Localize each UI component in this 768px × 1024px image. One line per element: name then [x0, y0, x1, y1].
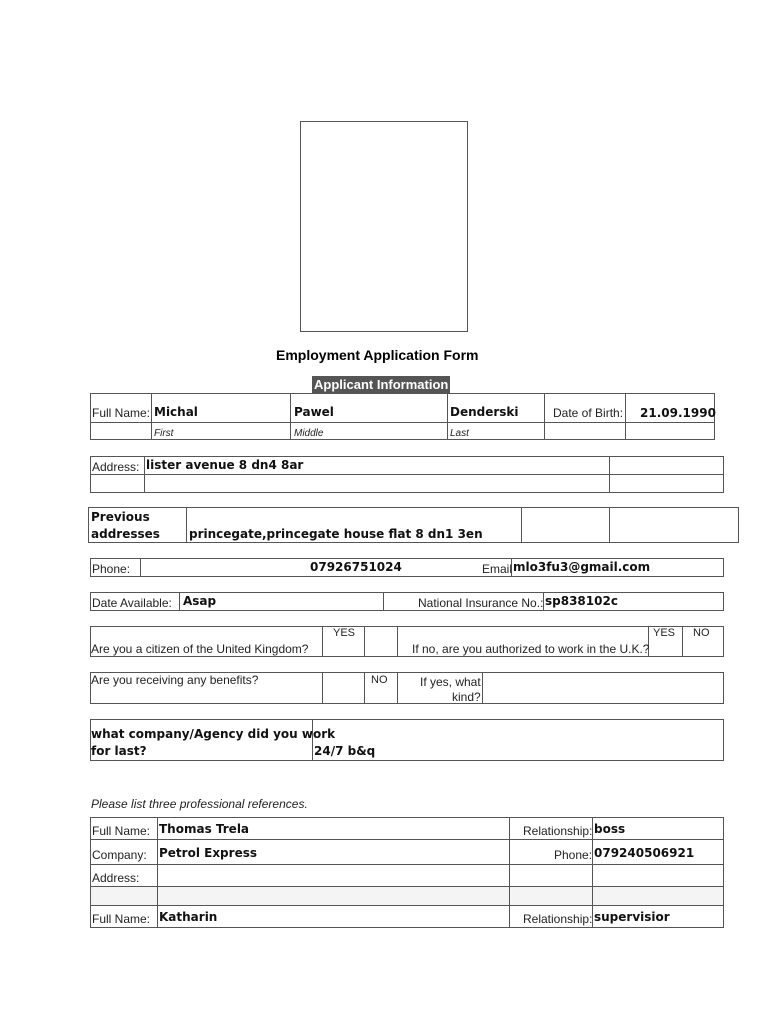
ref1-relationship-label: Relationship: — [523, 824, 593, 838]
authorized-question: If no, are you authorized to work in the U.K.? — [412, 642, 650, 656]
previous-label-1: Previous — [91, 510, 150, 524]
ref2-name-label: Full Name: — [92, 912, 151, 926]
address-col1 — [144, 456, 145, 493]
benefits-kind-line1: If yes, what — [420, 675, 481, 689]
ref-spacer-shade — [91, 887, 723, 905]
ref1-name-label: Full Name: — [92, 824, 151, 838]
phone-label: Phone: — [92, 562, 131, 576]
ni-value[interactable]: sp838102c — [545, 594, 618, 608]
ref1-company-label: Company: — [92, 848, 147, 862]
benefits-question: Are you receiving any benefits? — [91, 673, 259, 687]
references-intro: Please list three professional references. — [91, 797, 308, 811]
last-company-value[interactable]: 24/7 b&q — [314, 744, 376, 758]
ref-row-line-2 — [90, 864, 724, 865]
middle-name-value[interactable]: Pawel — [294, 405, 334, 419]
ref-col-1 — [157, 817, 158, 928]
ni-label: National Insurance No.: — [418, 596, 544, 610]
phone-col1 — [140, 558, 141, 577]
ref2-relationship-value[interactable]: supervisior — [594, 910, 670, 924]
last-name-value[interactable]: Denderski — [450, 405, 519, 419]
address-value[interactable]: lister avenue 8 dn4 8ar — [146, 458, 304, 472]
ref1-phone-label: Phone: — [554, 848, 593, 862]
last-company-label-2: for last? — [91, 744, 147, 758]
ref-row-line-4 — [90, 905, 724, 906]
benefits-col2 — [364, 672, 365, 704]
full-name-label: Full Name: — [92, 406, 151, 420]
ref-row-line-1 — [90, 839, 724, 840]
availability-col1 — [179, 592, 180, 611]
benefits-col3 — [397, 672, 398, 704]
address-col2 — [609, 456, 610, 493]
dob-value[interactable]: 21.09.1990 — [640, 406, 716, 420]
authorized-no[interactable]: NO — [693, 627, 710, 639]
email-label: Email — [482, 562, 513, 576]
benefits-col1 — [322, 672, 323, 704]
ref2-name-value[interactable]: Katharin — [159, 910, 218, 924]
benefits-no[interactable]: NO — [371, 674, 388, 686]
email-value[interactable]: mlo3fu3@gmail.com — [513, 560, 651, 574]
address-label: Address: — [92, 460, 140, 474]
citizenship-col2 — [364, 626, 365, 657]
citizen-question: Are you a citizen of the United Kingdom? — [91, 642, 309, 656]
previous-label-2: addresses — [91, 527, 160, 541]
benefits-col4 — [482, 672, 483, 704]
ref-col-2 — [509, 817, 510, 928]
photo-box — [300, 121, 468, 332]
form-title: Employment Application Form — [276, 347, 479, 363]
benefits-kind-line2: kind? — [452, 690, 481, 704]
previous-col2 — [521, 507, 522, 543]
date-available-label: Date Available: — [92, 596, 172, 610]
ref1-phone-value[interactable]: 079240506921 — [594, 846, 695, 860]
last-company-label-1: what company/Agency did you work — [91, 727, 336, 741]
dob-label: Date of Birth: — [553, 406, 624, 420]
previous-address-value[interactable]: princegate,princegate house flat 8 dn1 3en — [189, 527, 483, 541]
citizenship-col1 — [322, 626, 323, 657]
ref1-address-label: Address: — [92, 871, 140, 885]
first-name-value[interactable]: Michal — [154, 405, 198, 419]
availability-col2 — [383, 592, 384, 611]
address-divider — [90, 474, 724, 475]
ref2-relationship-label: Relationship: — [523, 912, 593, 926]
phone-value[interactable]: 07926751024 — [310, 560, 402, 574]
ref1-relationship-value[interactable]: boss — [594, 822, 626, 836]
middle-caption: Middle — [294, 428, 324, 439]
previous-col1 — [186, 507, 187, 543]
citizen-yes[interactable]: YES — [333, 627, 356, 639]
first-caption: First — [154, 428, 174, 439]
last-caption: Last — [450, 428, 469, 439]
ref1-company-value[interactable]: Petrol Express — [159, 846, 257, 860]
previous-col3 — [609, 507, 610, 543]
citizenship-col5 — [682, 626, 683, 657]
authorized-yes[interactable]: YES — [653, 627, 676, 639]
ref1-name-value[interactable]: Thomas Trela — [159, 822, 250, 836]
section-title: Applicant Information — [314, 377, 449, 392]
date-available-value[interactable]: Asap — [183, 594, 217, 608]
citizenship-col3 — [397, 626, 398, 657]
